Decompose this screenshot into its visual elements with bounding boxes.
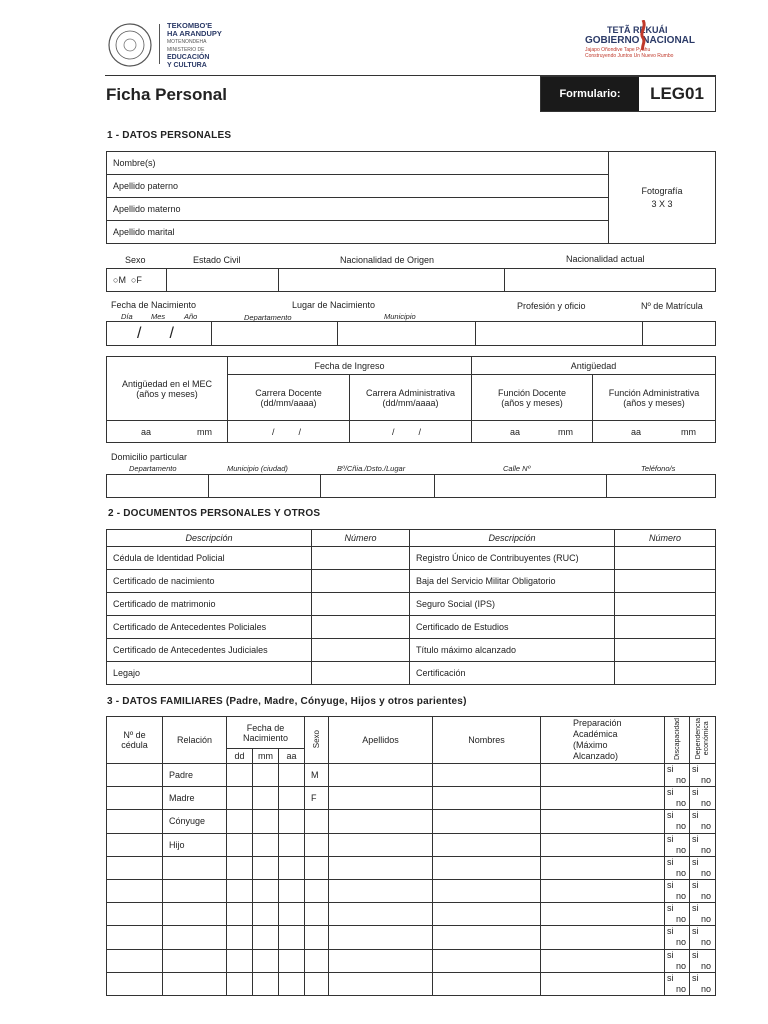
si-option[interactable]: si [667, 880, 674, 891]
fam-cedula-field[interactable] [107, 833, 163, 856]
si-option[interactable]: si [667, 949, 674, 960]
doc-desc: Título máximo alcanzado [410, 639, 615, 662]
fam-apellidos-field[interactable] [329, 833, 433, 856]
fam-preparacion-field[interactable] [541, 949, 665, 972]
fam-relacion-cell [163, 903, 227, 926]
fecha-ingreso-header: Fecha de Ingreso [228, 357, 472, 375]
doc-desc: Seguro Social (IPS) [410, 593, 615, 616]
fam-sexo-header: Sexo [305, 717, 329, 764]
fecha-nac-label: Fecha de Nacimiento [111, 300, 197, 310]
fam-cedula-field[interactable] [107, 949, 163, 972]
fam-mm-header: mm [253, 749, 279, 764]
gob-line4: Construyendo Juntos Un Nuevo Rumbo [585, 53, 674, 59]
sexo-table [106, 268, 716, 292]
fam-preparacion-field[interactable] [541, 926, 665, 949]
fam-dependencia-sino[interactable] [690, 833, 716, 856]
fam-apellidos-field[interactable] [329, 903, 433, 926]
fam-discapacidad-sino[interactable] [665, 787, 690, 810]
funcion-admin-field[interactable]: aa mm [593, 421, 716, 443]
form-code: LEG01 [650, 84, 704, 103]
table-row [107, 787, 716, 810]
fam-nombres-field[interactable] [433, 949, 541, 972]
fam-mm-field[interactable] [253, 787, 279, 810]
fam-nombres-field[interactable] [433, 787, 541, 810]
no-option[interactable]: no [676, 937, 687, 948]
fam-preparacion-field[interactable] [541, 764, 665, 787]
fam-relacion-cell: Cónyuge [163, 810, 227, 833]
fam-preparacion-field[interactable] [541, 903, 665, 926]
fam-preparacion-field[interactable] [541, 833, 665, 856]
dom-barrio-field[interactable] [321, 475, 435, 498]
fam-cedula-field[interactable] [107, 879, 163, 902]
fam-nombres-header: Nombres [433, 717, 541, 764]
nacimiento-table [106, 321, 716, 346]
fam-preparacion-field[interactable] [541, 879, 665, 902]
doc-desc: Certificación [410, 662, 615, 685]
dom-col-0: Departamento [129, 464, 177, 473]
fam-dd-field[interactable] [227, 833, 253, 856]
table-row [107, 810, 716, 833]
fam-dependencia-sino[interactable] [690, 856, 716, 879]
familiares-table [106, 716, 716, 996]
doc-num-field[interactable] [615, 616, 716, 639]
antig-mec-field[interactable]: aa mm [107, 421, 228, 443]
anio-label: Año [184, 312, 198, 321]
fam-sexo-cell [305, 856, 329, 879]
carrera-admin-header: Carrera Administrativa (dd/mm/aaaa) [350, 375, 472, 421]
gobierno-logo [585, 24, 715, 68]
table-row [107, 949, 716, 972]
fam-apellidos-field[interactable] [329, 972, 433, 995]
fam-dependencia-sino[interactable] [690, 949, 716, 972]
fam-sexo-cell [305, 903, 329, 926]
documentos-table [106, 529, 716, 685]
fam-aa-header: aa [279, 749, 305, 764]
fam-cedula-field[interactable] [107, 903, 163, 926]
apellido-materno-field[interactable]: Apellido materno [107, 198, 609, 221]
form-code-box [540, 76, 716, 112]
gob-line2: GOBIERNO NACIONAL [585, 35, 695, 46]
carrera-admin-field[interactable]: / / [350, 421, 472, 443]
fam-apellidos-field[interactable] [329, 810, 433, 833]
nombre-field[interactable]: Nombre(s) [107, 152, 609, 175]
fecha-nac-field[interactable]: / / [107, 322, 212, 346]
photo-box: Fotografía 3 X 3 [609, 152, 716, 244]
doc-num-field[interactable] [615, 639, 716, 662]
no-option[interactable]: no [701, 798, 712, 809]
antiguedad-table [106, 356, 716, 443]
si-option[interactable]: si [692, 949, 699, 960]
fam-mm-field[interactable] [253, 833, 279, 856]
si-option[interactable]: si [667, 972, 674, 983]
flame-icon [637, 20, 649, 50]
si-option[interactable]: si [667, 787, 674, 798]
fam-dd-field[interactable] [227, 764, 253, 787]
nac-actual-label: Nacionalidad actual [566, 254, 645, 264]
doc-num-field[interactable] [312, 570, 410, 593]
doc-desc: Certificado de matrimonio [107, 593, 312, 616]
fam-preparacion-field[interactable] [541, 787, 665, 810]
fam-nombres-field[interactable] [433, 972, 541, 995]
fam-apellidos-field[interactable] [329, 879, 433, 902]
no-option[interactable]: no [676, 983, 687, 994]
fam-mm-field[interactable] [253, 903, 279, 926]
dom-col-3: Calle Nº [503, 464, 531, 473]
fam-dd-field[interactable] [227, 856, 253, 879]
nac-actual-field[interactable] [505, 269, 716, 292]
table-row [107, 903, 716, 926]
gob-line3: Jajapo Oñondive Tape Pyahu [585, 47, 651, 53]
apellido-marital-field[interactable]: Apellido marital [107, 221, 609, 244]
fam-nombres-field[interactable] [433, 879, 541, 902]
si-option[interactable]: si [692, 833, 699, 844]
fam-aa-field[interactable] [279, 833, 305, 856]
si-option[interactable]: si [667, 810, 674, 821]
fam-relacion-cell [163, 879, 227, 902]
form-label: Formulario: [541, 77, 639, 111]
no-option[interactable]: no [701, 891, 712, 902]
fam-discapacidad-sino[interactable] [665, 926, 690, 949]
doc-num-field[interactable] [312, 616, 410, 639]
names-table [106, 151, 716, 244]
doc-num-header-left: Número [312, 530, 410, 547]
no-option[interactable]: no [701, 937, 712, 948]
fam-dependencia-sino[interactable] [690, 972, 716, 995]
fam-fecha-header: Fecha de Nacimiento [227, 717, 305, 749]
dom-col-4: Teléfono/s [641, 464, 676, 473]
municipio-field[interactable] [338, 322, 476, 346]
logo-line2: HA ARANDUPY [167, 29, 222, 38]
domicilio-table [106, 474, 716, 498]
fam-relacion-cell [163, 856, 227, 879]
fam-preparacion-field[interactable] [541, 810, 665, 833]
si-option[interactable]: si [692, 787, 699, 798]
funcion-docente-field[interactable]: aa mm [472, 421, 593, 443]
no-option[interactable]: no [701, 960, 712, 971]
fam-dependencia-sino[interactable] [690, 903, 716, 926]
fam-cedula-field[interactable] [107, 926, 163, 949]
fam-apellidos-header: Apellidos [329, 717, 433, 764]
table-row [107, 856, 716, 879]
fam-discapacidad-sino[interactable] [665, 856, 690, 879]
fam-discapacidad-sino[interactable] [665, 972, 690, 995]
fam-apellidos-field[interactable] [329, 856, 433, 879]
doc-desc: Baja del Servicio Militar Obligatorio [410, 570, 615, 593]
municipio-label: Municipio [384, 312, 416, 321]
fam-nombres-field[interactable] [433, 903, 541, 926]
no-option[interactable]: no [676, 914, 687, 925]
table-row [107, 926, 716, 949]
fam-nombres-field[interactable] [433, 764, 541, 787]
logo-line5: EDUCACIÓN [167, 54, 210, 61]
matricula-field[interactable] [643, 322, 716, 346]
si-option[interactable]: si [667, 926, 674, 937]
doc-num-field[interactable] [615, 547, 716, 570]
logo-line6: Y CULTURA [167, 62, 207, 69]
nac-origen-field[interactable] [279, 269, 505, 292]
funcion-docente-header: Función Docente (años y meses) [472, 375, 593, 421]
doc-desc: Certificado de Antecedentes Judiciales [107, 639, 312, 662]
si-option[interactable]: si [692, 810, 699, 821]
fam-sexo-cell [305, 926, 329, 949]
logo-line3: MOTENONDEHA [167, 39, 207, 45]
fam-cedula-header: Nº de cédula [107, 717, 163, 764]
si-option[interactable]: si [692, 926, 699, 937]
fam-sexo-cell: M [305, 764, 329, 787]
fam-mm-field[interactable] [253, 972, 279, 995]
fam-apellidos-field[interactable] [329, 926, 433, 949]
sexo-label: Sexo [125, 255, 146, 265]
fam-dependencia-sino[interactable] [690, 879, 716, 902]
doc-num-field[interactable] [615, 662, 716, 685]
estado-civil-field[interactable] [167, 269, 279, 292]
fam-cedula-field[interactable] [107, 856, 163, 879]
fam-apellidos-field[interactable] [329, 787, 433, 810]
doc-desc: Certificado de Estudios [410, 616, 615, 639]
fam-relacion-cell: Madre [163, 787, 227, 810]
fam-sexo-cell [305, 879, 329, 902]
si-option[interactable]: si [692, 903, 699, 914]
fam-cedula-field[interactable] [107, 787, 163, 810]
doc-desc: Certificado de Antecedentes Policiales [107, 616, 312, 639]
nac-origen-label: Nacionalidad de Origen [340, 255, 435, 265]
no-option[interactable]: no [676, 844, 687, 855]
matricula-label: Nº de Matrícula [641, 301, 703, 311]
departamento-label: Departamento [244, 313, 292, 322]
fam-aa-field[interactable] [279, 787, 305, 810]
no-option[interactable]: no [701, 983, 712, 994]
si-option[interactable]: si [667, 833, 674, 844]
fam-dd-field[interactable] [227, 972, 253, 995]
apellido-paterno-field[interactable]: Apellido paterno [107, 175, 609, 198]
dia-label: Día [121, 312, 133, 321]
fam-sexo-cell [305, 949, 329, 972]
no-option[interactable]: no [676, 798, 687, 809]
doc-desc-header-left: Descripción [107, 530, 312, 547]
doc-num-field[interactable] [615, 570, 716, 593]
radio-f-icon[interactable]: ○ [130, 275, 137, 285]
fam-nombres-field[interactable] [433, 810, 541, 833]
no-option[interactable]: no [676, 821, 687, 832]
mec-logo [107, 22, 247, 68]
fam-preparacion-field[interactable] [541, 972, 665, 995]
fam-relacion-cell [163, 949, 227, 972]
si-option[interactable]: si [667, 903, 674, 914]
fam-cedula-field[interactable] [107, 972, 163, 995]
si-option[interactable]: si [692, 972, 699, 983]
doc-desc: Cédula de Identidad Policial [107, 547, 312, 570]
fam-mm-field[interactable] [253, 856, 279, 879]
fam-cedula-field[interactable] [107, 810, 163, 833]
fam-aa-field[interactable] [279, 949, 305, 972]
table-row [107, 833, 716, 856]
fam-dd-field[interactable] [227, 810, 253, 833]
fam-discapacidad-sino[interactable] [665, 833, 690, 856]
fam-relacion-cell [163, 972, 227, 995]
no-option[interactable]: no [676, 960, 687, 971]
fam-dependencia-sino[interactable] [690, 764, 716, 787]
table-row [107, 972, 716, 995]
mes-label: Mes [151, 312, 166, 321]
doc-num-field[interactable] [312, 547, 410, 570]
dom-calle-field[interactable] [435, 475, 607, 498]
logo-line1: TEKOMBO'E [167, 21, 213, 30]
fam-dd-field[interactable] [227, 949, 253, 972]
fam-nombres-field[interactable] [433, 926, 541, 949]
logo-line4: MINISTERIO DE [167, 47, 205, 53]
fam-preparacion-header: Preparación Académica (Máximo Alcanzado) [541, 717, 665, 764]
si-option[interactable]: si [692, 856, 699, 867]
fam-discapacidad-sino[interactable] [665, 879, 690, 902]
fam-dd-header: dd [227, 749, 253, 764]
si-option[interactable]: si [667, 764, 674, 775]
no-option[interactable]: no [701, 914, 712, 925]
carrera-docente-header: Carrera Docente (dd/mm/aaaa) [228, 375, 350, 421]
fam-aa-field[interactable] [279, 764, 305, 787]
fam-aa-field[interactable] [279, 810, 305, 833]
doc-num-field[interactable] [312, 639, 410, 662]
fam-aa-field[interactable] [279, 879, 305, 902]
fam-dependencia-sino[interactable] [690, 926, 716, 949]
fam-discapacidad-header: Discapacidad [665, 717, 690, 764]
table-row [107, 879, 716, 902]
profesion-label: Profesión y oficio [517, 301, 586, 311]
fam-discapacidad-sino[interactable] [665, 949, 690, 972]
fam-dd-field[interactable] [227, 903, 253, 926]
fam-cedula-field[interactable] [107, 764, 163, 787]
no-option[interactable]: no [701, 844, 712, 855]
fam-mm-field[interactable] [253, 879, 279, 902]
dom-departamento-field[interactable] [107, 475, 209, 498]
doc-num-field[interactable] [312, 662, 410, 685]
doc-desc-header-right: Descripción [410, 530, 615, 547]
doc-num-header-right: Número [615, 530, 716, 547]
no-option[interactable]: no [676, 867, 687, 878]
funcion-admin-header: Función Administrativa (años y meses) [593, 375, 716, 421]
fam-dd-field[interactable] [227, 926, 253, 949]
section-3-heading: 3 - DATOS FAMILIARES (Padre, Madre, Cónyuge, Hijos y otros parientes) [107, 696, 467, 707]
seal-icon [107, 22, 153, 68]
dom-col-2: Bº/Cñia./Dsto./Lugar [337, 464, 406, 473]
domicilio-label: Domicilio particular [111, 452, 188, 462]
fam-sexo-cell [305, 972, 329, 995]
fam-nombres-field[interactable] [433, 856, 541, 879]
si-option[interactable]: si [667, 856, 674, 867]
dom-telefono-field[interactable] [607, 475, 716, 498]
no-option[interactable]: no [676, 891, 687, 902]
fam-mm-field[interactable] [253, 949, 279, 972]
doc-num-field[interactable] [312, 593, 410, 616]
si-option[interactable]: si [692, 764, 699, 775]
radio-m-icon[interactable]: ○ [113, 275, 119, 285]
page-title: Ficha Personal [106, 85, 227, 104]
doc-desc: Certificado de nacimiento [107, 570, 312, 593]
no-option[interactable]: no [701, 867, 712, 878]
fam-relacion-header: Relación [163, 717, 227, 764]
fam-relacion-cell: Padre [163, 764, 227, 787]
fam-relacion-cell [163, 926, 227, 949]
fam-dependencia-sino[interactable] [690, 810, 716, 833]
fam-sexo-cell: F [305, 787, 329, 810]
doc-desc: Legajo [107, 662, 312, 685]
antiguedad-header: Antigüedad [472, 357, 716, 375]
table-row [107, 764, 716, 787]
dom-col-1: Municipio (ciudad) [227, 464, 288, 473]
sexo-options[interactable]: ○M ○F [107, 269, 167, 292]
fam-discapacidad-sino[interactable] [665, 810, 690, 833]
no-option[interactable]: no [676, 775, 687, 786]
estado-civil-label: Estado Civil [193, 255, 241, 265]
fam-mm-field[interactable] [253, 764, 279, 787]
fam-nombres-field[interactable] [433, 833, 541, 856]
fam-aa-field[interactable] [279, 972, 305, 995]
antig-mec-header: Antigüedad en el MEC (años y meses) [107, 357, 228, 421]
doc-desc: Registro Único de Contribuyentes (RUC) [410, 547, 615, 570]
fam-dd-field[interactable] [227, 787, 253, 810]
fam-dependencia-sino[interactable] [690, 787, 716, 810]
fam-dependencia-header: Dependencia económica [690, 717, 716, 764]
fam-aa-field[interactable] [279, 926, 305, 949]
no-option[interactable]: no [701, 775, 712, 786]
fam-sexo-cell [305, 810, 329, 833]
fam-discapacidad-sino[interactable] [665, 903, 690, 926]
fam-apellidos-field[interactable] [329, 949, 433, 972]
departamento-field[interactable] [212, 322, 338, 346]
profesion-field[interactable] [476, 322, 643, 346]
fam-mm-field[interactable] [253, 810, 279, 833]
dom-municipio-field[interactable] [209, 475, 321, 498]
carrera-docente-field[interactable]: / / [228, 421, 350, 443]
fam-mm-field[interactable] [253, 926, 279, 949]
fam-aa-field[interactable] [279, 903, 305, 926]
lugar-nac-label: Lugar de Nacimiento [292, 300, 376, 310]
section-2-heading: 2 - DOCUMENTOS PERSONALES Y OTROS [108, 508, 321, 519]
fam-discapacidad-sino[interactable] [665, 764, 690, 787]
fam-aa-field[interactable] [279, 856, 305, 879]
section-1-heading: 1 - DATOS PERSONALES [107, 130, 232, 141]
fam-sexo-cell [305, 833, 329, 856]
fam-preparacion-field[interactable] [541, 856, 665, 879]
doc-num-field[interactable] [615, 593, 716, 616]
fam-relacion-cell: Hijo [163, 833, 227, 856]
no-option[interactable]: no [701, 821, 712, 832]
fam-apellidos-field[interactable] [329, 764, 433, 787]
si-option[interactable]: si [692, 880, 699, 891]
fam-dd-field[interactable] [227, 879, 253, 902]
gob-line1: TETÃ REKUÁI [607, 25, 668, 35]
